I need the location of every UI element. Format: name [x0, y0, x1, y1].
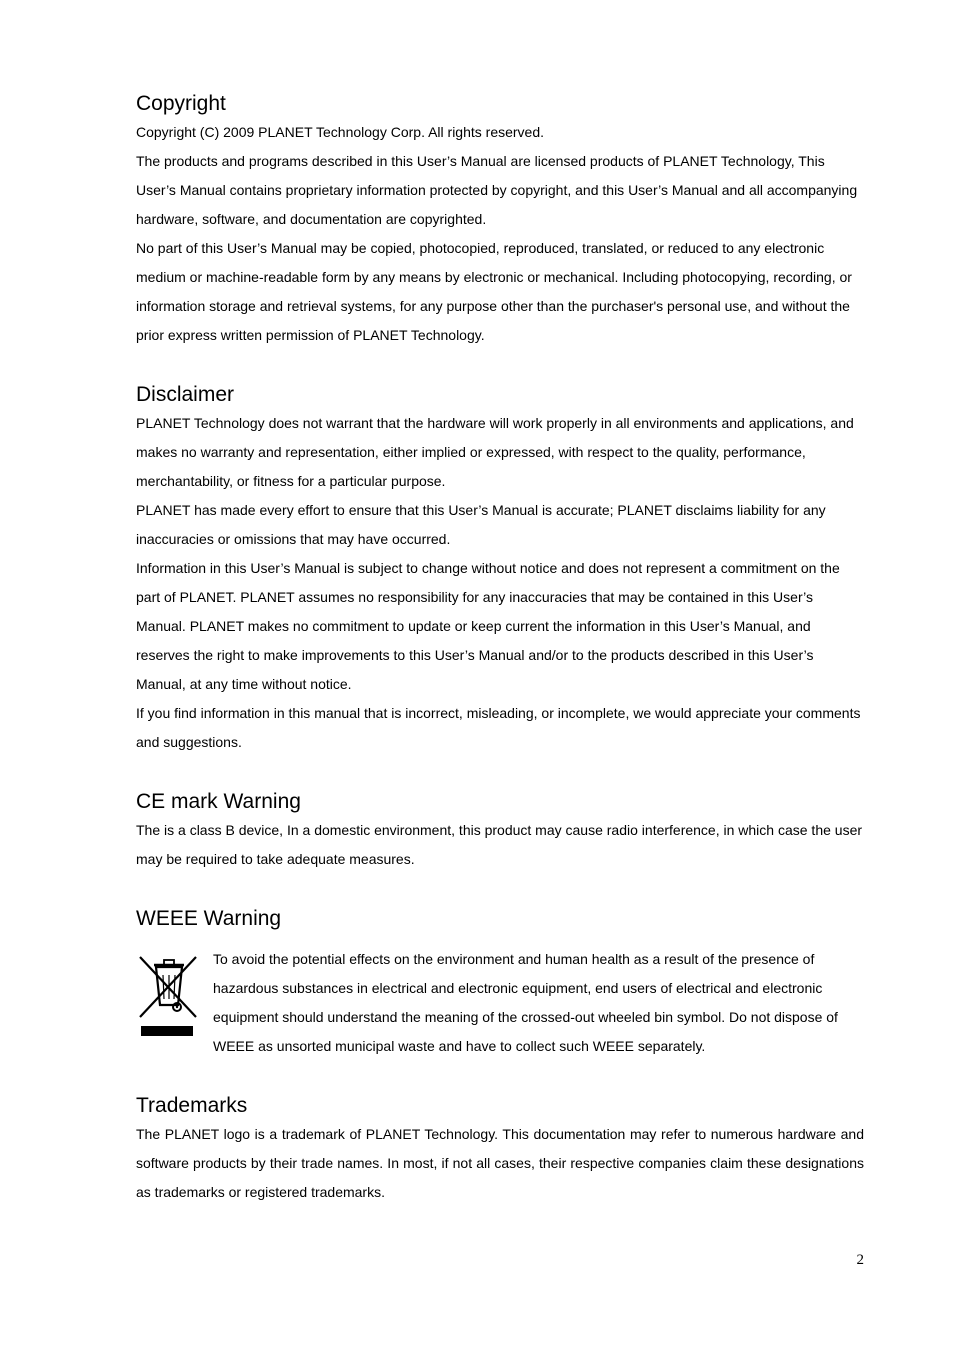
- section-spacer: [136, 757, 864, 788]
- ce-mark-heading: CE mark Warning: [136, 790, 301, 813]
- weee-section: [136, 905, 864, 1061]
- copyright-heading: Copyright: [136, 92, 226, 115]
- disclaimer-heading: Disclaimer: [136, 383, 235, 406]
- weee-notice: [136, 945, 864, 1061]
- page-number: 2: [856, 1252, 864, 1268]
- trademarks-heading: Trademarks: [136, 1094, 248, 1117]
- ce-mark-section: [136, 788, 864, 874]
- crossed-out-wheeled-bin-icon: [136, 945, 202, 1061]
- trademarks-paragraph: The PLANET logo is a trademark of PLANET Technology. This documentation may refer to numerous hardware and software products by their trade names. In most, if not all cases, their respective companies claim these designations as trademarks or registered trademarks.: [136, 1126, 864, 1200]
- section-spacer: [136, 1061, 864, 1092]
- copyright-section: [136, 90, 864, 350]
- weee-heading: WEEE Warning: [136, 907, 282, 930]
- ce-mark-paragraph: The is a class B device, In a domestic environment, this product may cause radio interference, in which case the user may be required to take adequate measures.: [136, 822, 863, 867]
- weee-paragraph: To avoid the potential effects on the environment and human health as a result of the presence of hazardous substances in electrical and electronic equipment, end users of electrical and electronic equipment should understand the meaning of the crossed-out wheeled bin symbol. Do not dispose of WEEE as unsorted municipal waste and have to collect such WEEE separately.: [213, 951, 838, 1054]
- disclaimer-paragraph-1: PLANET Technology does not warrant that the hardware will work properly in all environments and applications, and makes no warranty and representation, either implied or expressed, with respect to the quality, performance, merchantability, or fitness for a particular purpose.: [136, 415, 854, 489]
- disclaimer-paragraph-3: Information in this User’s Manual is subject to change without notice and does not represent a commitment on the part of PLANET. PLANET assumes no responsibility for any inaccuracies that may be contained in this User’s Manual. PLANET makes no commitment to update or keep current the information in this User’s Manual, and reserves the right to make improvements to this User’s Manual and/or to the products described in this User’s Manual, at any time without notice.: [136, 560, 840, 692]
- section-spacer: [136, 350, 864, 381]
- copyright-paragraph-2: The products and programs described in this User’s Manual are licensed products of PLANET Technology, This User’s Manual contains proprietary information protected by copyright, and this User’s Manual and all accompanying hardware, software, and documentation are copyrighted.: [136, 153, 858, 227]
- section-spacer: [136, 874, 864, 905]
- disclaimer-paragraph-4: If you find information in this manual that is incorrect, misleading, or incomplete, we would appreciate your comments and suggestions.: [136, 705, 861, 750]
- disclaimer-section: [136, 381, 864, 757]
- copyright-paragraph-1: Copyright (C) 2009 PLANET Technology Corp. All rights reserved.: [136, 124, 545, 140]
- disclaimer-paragraph-2: PLANET has made every effort to ensure that this User’s Manual is accurate; PLANET disclaims liability for any inaccuracies or omissions that may have occurred.: [136, 502, 826, 547]
- trademarks-section: [136, 1092, 864, 1207]
- document-page: [136, 90, 864, 1207]
- copyright-paragraph-3: No part of this User’s Manual may be copied, photocopied, reproduced, translated, or reduced to any electronic medium or machine-readable form by any means by electronic or mechanical. Including photocopying, recording, or information storage and retrieval systems, for any purpose other than the purchaser's personal use, and without the prior express written permission of PLANET Technology.: [136, 240, 852, 343]
